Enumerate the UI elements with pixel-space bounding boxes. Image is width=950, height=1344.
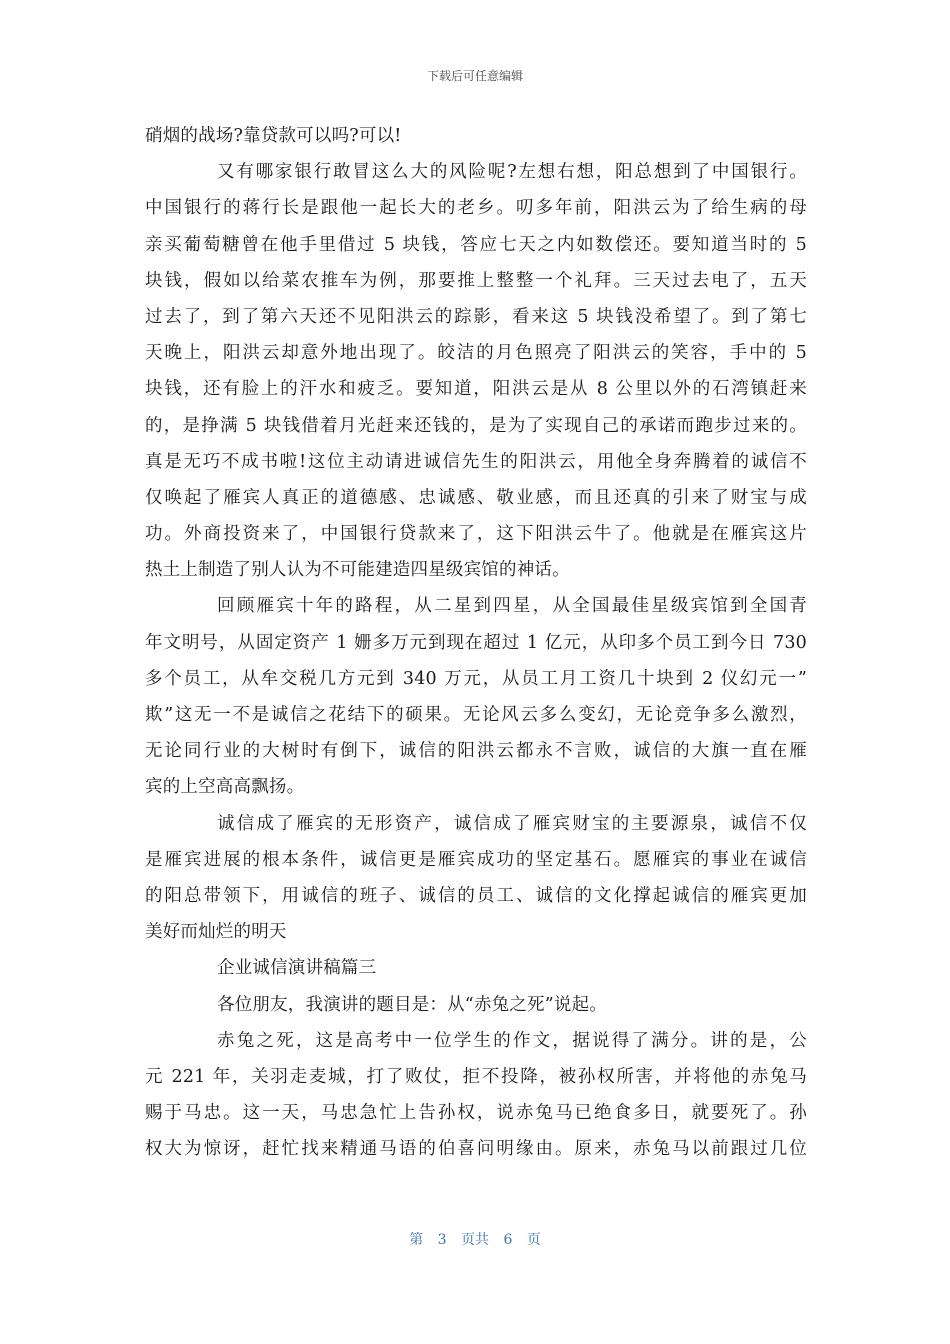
current-page-number: 3 <box>437 1232 447 1248</box>
total-pages-number: 6 <box>503 1232 513 1248</box>
text-line: 热土上制造了别人认为不可能建造四星级宾馆的神话。 <box>145 560 570 581</box>
text-line: 的阳总带领下，用诚信的班子、诚信的员工、诚信的文化撑起诚信的雁宾更加 <box>145 885 807 906</box>
text-line: 权大为惊讶，赶忙找来精通马语的伯喜问明缘由。原来，赤兔马以前跟过几位 <box>145 1139 807 1160</box>
text-line: 美好而灿烂的明天 <box>145 922 287 943</box>
text-line: 多个员工，从牟交税几方元到 340 万元，从员工月工资几十块到 2 仪幻元一” <box>145 668 807 689</box>
text-line: 企业诚信演讲稿篇三 <box>217 958 377 979</box>
text-line: 功。外商投资来了，中国银行贷款来了，这下阳洪云牛了。他就是在雁宾这片 <box>145 524 807 545</box>
text-line: 又有哪家银行敢冒这么大的风险呢?左想右想，阳总想到了中国银行。 <box>217 162 807 183</box>
text-line: 硝烟的战场?靠贷款可以吗?可以! <box>145 126 402 146</box>
text-line: 是雁宾进展的根本条件，诚信更是雁宾成功的坚定基石。愿雁宾的事业在诚信 <box>145 849 807 870</box>
text-line: 块钱，假如以给菜农推车为例，那要推上整整一个礼拜。三天过去电了，五天 <box>145 270 807 291</box>
text-line: 的，是挣满 5 块钱借着月光赶来还钱的，是为了实现自己的承诺而跑步过来的。 <box>145 415 807 436</box>
text-line: 过去了，到了第六天还不见阳洪云的踪影，看来这 5 块钱没希望了。到了第七 <box>145 306 807 327</box>
text-line: 年文明号，从固定资产 1 姗多万元到现在超过 1 亿元，从印多个员工到今日 730 <box>145 632 807 653</box>
footer-prefix: 第 <box>409 1232 424 1248</box>
text-line: 真是无巧不成书啦!这位主动请进诚信先生的阳洪云，用他全身奔腾着的诚信不 <box>145 451 807 472</box>
footer-middle: 页共 <box>461 1232 489 1248</box>
text-line: 亲买葡萄糖曾在他手里借过 5 块钱，答应七天之内如数偿还。要知道当时的 5 <box>145 234 807 255</box>
text-line: 赐于马忠。这一天，马忠急忙上告孙权，说赤兔马已绝食多日，就要死了。孙 <box>145 1103 807 1124</box>
text-line: 块钱，还有脸上的汗水和疲乏。要知道，阳洪云是从 8 公里以外的石湾镇赶来 <box>145 379 807 400</box>
document-body <box>145 118 807 1167</box>
footer-suffix: 页 <box>526 1232 541 1248</box>
text-line: 宾的上空高高飘扬。 <box>145 777 305 798</box>
page-header: 下载后可任意编辑 <box>426 69 523 83</box>
page-footer <box>0 1229 950 1249</box>
text-line: 赤兔之死，这是高考中一位学生的作文，据说得了满分。讲的是，公 <box>217 1030 807 1051</box>
text-line: 仅唤起了雁宾人真正的道德感、忠诚感、敬业感，而且还真的引来了财宝与成 <box>145 487 807 508</box>
text-line: 诚信成了雁宾的无形资产，诚信成了雁宾财宝的主要源泉，诚信不仅 <box>217 813 807 834</box>
text-line: 回顾雁宾十年的路程，从二星到四星，从全国最佳星级宾馆到全国青 <box>217 596 807 617</box>
text-line: 元 221 年，关羽走麦城，打了败仗，拒不投降，被孙权所害，并将他的赤兔马 <box>145 1066 807 1087</box>
text-line: 各位朋友，我演讲的题目是：从“赤兔之死”说起。 <box>217 994 607 1015</box>
text-line: 欺”这无一不是诚信之花结下的硕果。无论风云多么变幻，无论竞争多么激烈， <box>145 705 807 725</box>
text-line: 无论同行业的大树时有倒下，诚信的阳洪云都永不言败，诚信的大旗一直在雁 <box>145 741 807 762</box>
text-line: 天晚上，阳洪云却意外地出现了。皎洁的月色照亮了阳洪云的笑容，手中的 5 <box>145 343 807 364</box>
text-line: 中国银行的蒋行长是跟他一起长大的老乡。叨多年前，阳洪云为了给生病的母 <box>145 198 807 219</box>
